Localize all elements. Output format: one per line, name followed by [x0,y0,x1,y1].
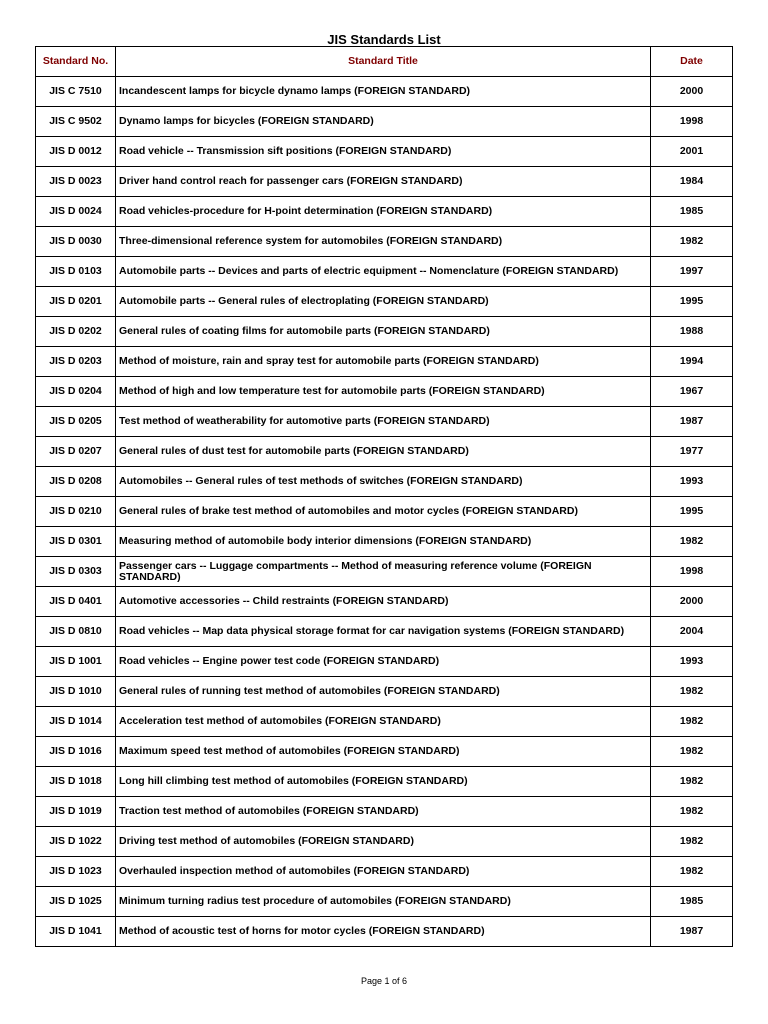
column-header-standard-no: Standard No. [36,47,116,77]
standard-title-cell: Long hill climbing test method of automobiles (FOREIGN STANDARD) [116,767,651,797]
date-cell: 1982 [651,797,733,827]
standard-no-cell: JIS D 0202 [36,317,116,347]
table-row [36,497,733,527]
table-row [36,917,733,947]
table-row [36,677,733,707]
table-body [36,77,733,947]
table-row [36,137,733,167]
standard-no-cell: JIS D 0208 [36,467,116,497]
table-row [36,107,733,137]
standard-title-cell: General rules of brake test method of automobiles and motor cycles (FOREIGN STANDARD) [116,497,651,527]
standard-no-cell: JIS D 0401 [36,587,116,617]
standard-no-cell: JIS D 1016 [36,737,116,767]
standard-no-cell: JIS D 0012 [36,137,116,167]
standards-table [35,46,733,947]
date-cell: 1982 [651,767,733,797]
standard-title-cell: Dynamo lamps for bicycles (FOREIGN STANDARD) [116,107,651,137]
standard-title-cell: Method of acoustic test of horns for motor cycles (FOREIGN STANDARD) [116,917,651,947]
standard-no-cell: JIS D 1019 [36,797,116,827]
standard-title-cell: Method of high and low temperature test for automobile parts (FOREIGN STANDARD) [116,377,651,407]
date-cell: 1982 [651,737,733,767]
table-row [36,167,733,197]
standard-title-cell: Minimum turning radius test procedure of automobiles (FOREIGN STANDARD) [116,887,651,917]
date-cell: 1967 [651,377,733,407]
table-row [36,737,733,767]
standard-no-cell: JIS D 0207 [36,437,116,467]
date-cell: 2000 [651,77,733,107]
column-header-date: Date [651,47,733,77]
standard-no-cell: JIS D 1025 [36,887,116,917]
date-cell: 1985 [651,197,733,227]
table-row [36,467,733,497]
standard-no-cell: JIS D 1022 [36,827,116,857]
standard-no-cell: JIS D 1041 [36,917,116,947]
page-title: JIS Standards List [327,32,441,47]
standard-no-cell: JIS C 9502 [36,107,116,137]
standard-title-cell: Automobile parts -- General rules of electroplating (FOREIGN STANDARD) [116,287,651,317]
table-row [36,437,733,467]
date-cell: 1998 [651,557,733,587]
standard-no-cell: JIS D 0024 [36,197,116,227]
standard-title-cell: Automotive accessories -- Child restraints (FOREIGN STANDARD) [116,587,651,617]
date-cell: 1982 [651,227,733,257]
date-cell: 1988 [651,317,733,347]
standard-no-cell: JIS D 1023 [36,857,116,887]
date-cell: 2004 [651,617,733,647]
standard-no-cell: JIS D 1018 [36,767,116,797]
standard-title-cell: Road vehicles -- Map data physical storage format for car navigation systems (FOREIGN STANDARD) [116,617,651,647]
date-cell: 1982 [651,827,733,857]
table-row [36,197,733,227]
date-cell: 1994 [651,347,733,377]
page-footer: Page 1 of 6 [360,976,408,986]
standard-no-cell: JIS D 0030 [36,227,116,257]
table-row [36,287,733,317]
standard-title-cell: Measuring method of automobile body interior dimensions (FOREIGN STANDARD) [116,527,651,557]
table-row [36,407,733,437]
date-cell: 1987 [651,407,733,437]
standard-title-cell: General rules of dust test for automobile parts (FOREIGN STANDARD) [116,437,651,467]
date-cell: 1995 [651,497,733,527]
table-row [36,317,733,347]
standard-title-cell: Road vehicle -- Transmission sift positions (FOREIGN STANDARD) [116,137,651,167]
date-cell: 1984 [651,167,733,197]
standard-title-cell: Driving test method of automobiles (FOREIGN STANDARD) [116,827,651,857]
date-cell: 1987 [651,917,733,947]
standard-no-cell: JIS D 0210 [36,497,116,527]
standard-no-cell: JIS D 1010 [36,677,116,707]
standard-title-cell: Traction test method of automobiles (FOREIGN STANDARD) [116,797,651,827]
date-cell: 1982 [651,857,733,887]
table-row [36,257,733,287]
table-row [36,77,733,107]
date-cell: 1982 [651,527,733,557]
standard-no-cell: JIS D 0205 [36,407,116,437]
standard-title-cell: Automobiles -- General rules of test methods of switches (FOREIGN STANDARD) [116,467,651,497]
date-cell: 1993 [651,647,733,677]
standard-no-cell: JIS D 0203 [36,347,116,377]
date-cell: 1977 [651,437,733,467]
date-cell: 1998 [651,107,733,137]
standard-title-cell: Driver hand control reach for passenger cars (FOREIGN STANDARD) [116,167,651,197]
standard-title-cell: General rules of coating films for automobile parts (FOREIGN STANDARD) [116,317,651,347]
standard-no-cell: JIS D 0810 [36,617,116,647]
table-row [36,647,733,677]
table-row [36,767,733,797]
date-cell: 1985 [651,887,733,917]
date-cell: 1982 [651,707,733,737]
standard-title-cell: Acceleration test method of automobiles (FOREIGN STANDARD) [116,707,651,737]
standard-title-cell: Road vehicles-procedure for H-point determination (FOREIGN STANDARD) [116,197,651,227]
date-cell: 1982 [651,677,733,707]
table-row [36,227,733,257]
table-row [36,797,733,827]
table-header-row [36,47,733,77]
standard-title-cell: Automobile parts -- Devices and parts of electric equipment -- Nomenclature (FOREIGN STANDARD) [116,257,651,287]
standard-no-cell: JIS D 0103 [36,257,116,287]
table-row [36,377,733,407]
standard-no-cell: JIS D 0023 [36,167,116,197]
table-row [36,857,733,887]
table-row [36,827,733,857]
table-row [36,527,733,557]
standard-title-cell: Overhauled inspection method of automobiles (FOREIGN STANDARD) [116,857,651,887]
standard-no-cell: JIS D 1014 [36,707,116,737]
standard-title-cell: Method of moisture, rain and spray test for automobile parts (FOREIGN STANDARD) [116,347,651,377]
standard-title-cell: General rules of running test method of automobiles (FOREIGN STANDARD) [116,677,651,707]
standard-no-cell: JIS C 7510 [36,77,116,107]
table-row [36,887,733,917]
standard-no-cell: JIS D 0301 [36,527,116,557]
standard-title-cell: Passenger cars -- Luggage compartments -- Method of measuring reference volume (FOREIGN STANDARD) [116,557,651,587]
table-row [36,617,733,647]
standard-no-cell: JIS D 1001 [36,647,116,677]
date-cell: 1993 [651,467,733,497]
standard-title-cell: Maximum speed test method of automobiles (FOREIGN STANDARD) [116,737,651,767]
table-row [36,347,733,377]
date-cell: 2001 [651,137,733,167]
standard-no-cell: JIS D 0303 [36,557,116,587]
standard-title-cell: Incandescent lamps for bicycle dynamo lamps (FOREIGN STANDARD) [116,77,651,107]
standard-title-cell: Three-dimensional reference system for automobiles (FOREIGN STANDARD) [116,227,651,257]
standard-title-cell: Test method of weatherability for automotive parts (FOREIGN STANDARD) [116,407,651,437]
date-cell: 2000 [651,587,733,617]
date-cell: 1995 [651,287,733,317]
standard-title-cell: Road vehicles -- Engine power test code (FOREIGN STANDARD) [116,647,651,677]
standard-no-cell: JIS D 0201 [36,287,116,317]
table-row [36,587,733,617]
standard-no-cell: JIS D 0204 [36,377,116,407]
table-row [36,557,733,587]
column-header-standard-title: Standard Title [116,47,651,77]
table-row [36,707,733,737]
date-cell: 1997 [651,257,733,287]
